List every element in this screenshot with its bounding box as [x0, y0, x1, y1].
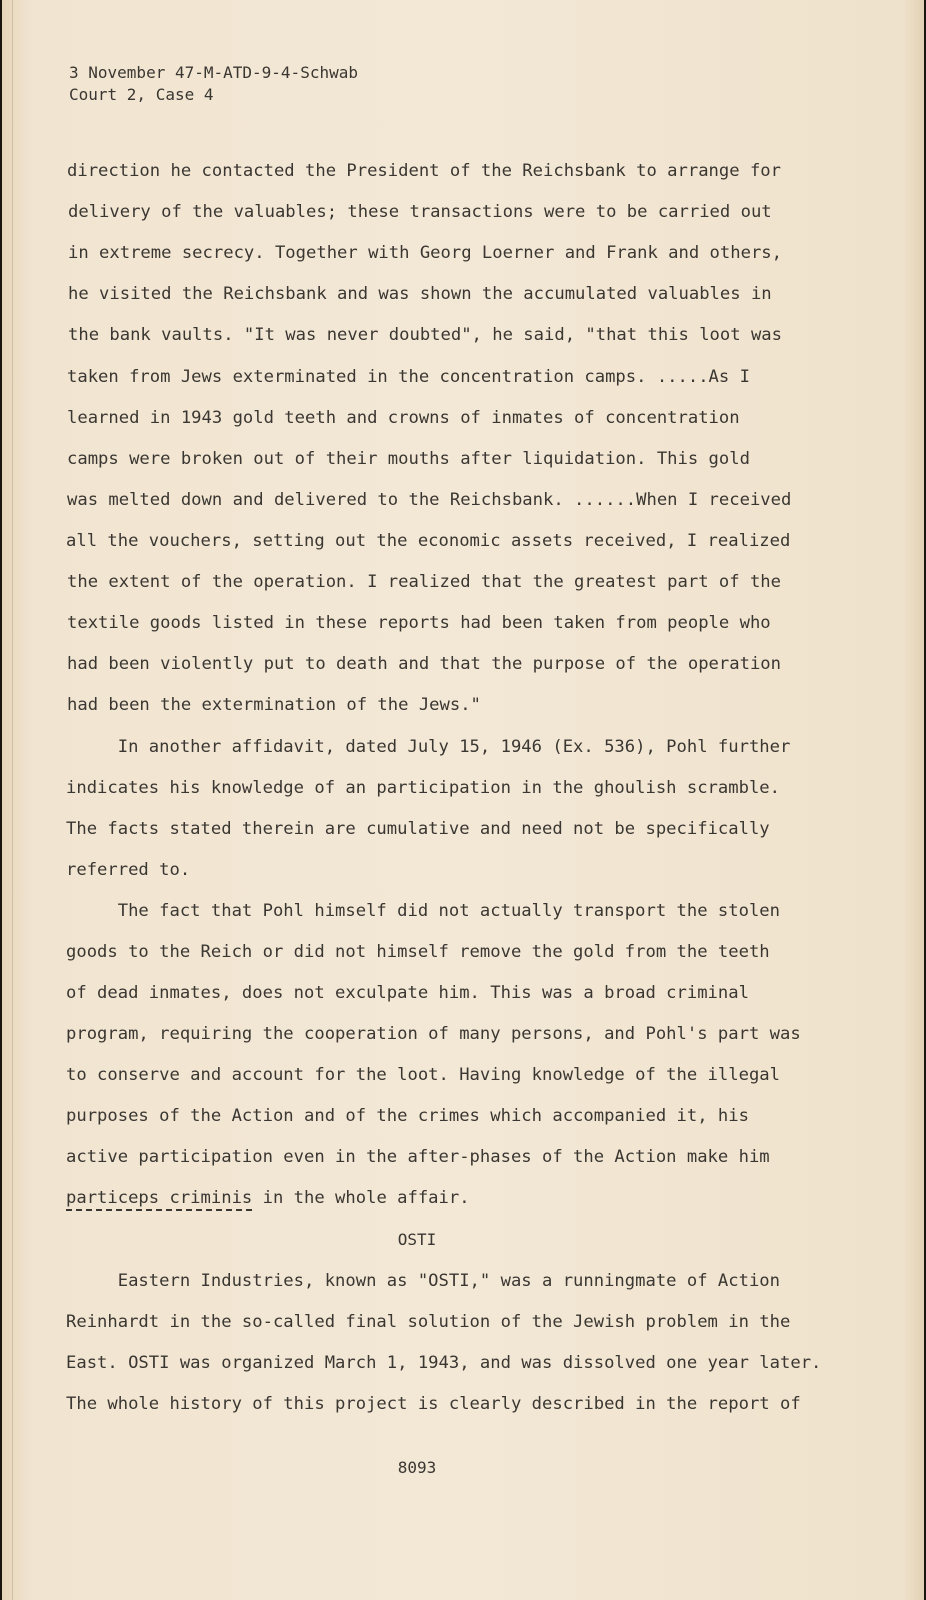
text-line: all the vouchers, setting out the economic assets received, I realized: [66, 531, 791, 551]
text-line: in extreme secrecy. Together with Georg Loerner and Frank and others,: [68, 243, 782, 263]
text-line: learned in 1943 gold teeth and crowns of inmates of concentration: [67, 408, 740, 428]
text-line: textile goods listed in these reports had been taken from people who: [67, 613, 771, 633]
section-heading: OSTI: [397, 1230, 437, 1249]
text-line: The fact that Pohl himself did not actually transport the stolen: [66, 901, 780, 921]
text-line: In another affidavit, dated July 15, 1946 (Ex. 536), Pohl further: [66, 737, 791, 757]
text-line-rest: in the whole affair.: [252, 1188, 470, 1208]
text-line: was melted down and delivered to the Reichsbank. ......When I received: [67, 490, 792, 510]
text-line: the bank vaults. "It was never doubted", he said, "that this loot was: [68, 325, 782, 345]
text-line: direction he contacted the President of the Reichsbank to arrange for: [67, 161, 781, 181]
text-line: East. OSTI was organized March 1, 1943, and was dissolved one year later.: [66, 1353, 822, 1373]
text-line: active participation even in the after-phases of the Action make him: [66, 1147, 770, 1167]
header-case-reference: 3 November 47-M-ATD-9-4-Schwab: [69, 63, 358, 82]
latin-phrase-underlined: particeps criminis: [66, 1188, 253, 1208]
text-line: taken from Jews exterminated in the concentration camps. .....As I: [67, 367, 750, 387]
text-line: [66, 1187, 470, 1209]
text-line: Eastern Industries, known as "OSTI," was a runningmate of Action: [66, 1271, 780, 1291]
text-line: Reinhardt in the so-called final solution of the Jewish problem in the: [66, 1312, 791, 1332]
text-line: camps were broken out of their mouths after liquidation. This gold: [67, 449, 750, 469]
text-line: goods to the Reich or did not himself remove the gold from the teeth: [66, 942, 770, 962]
document-page: [2, 0, 924, 1600]
text-line: The facts stated therein are cumulative and need not be specifically: [66, 819, 770, 839]
text-line: to conserve and account for the loot. Having knowledge of the illegal: [66, 1065, 780, 1085]
page-number: 8093: [397, 1458, 437, 1477]
text-line: had been the extermination of the Jews.": [67, 695, 481, 715]
text-line: program, requiring the cooperation of many persons, and Pohl's part was: [66, 1024, 801, 1044]
text-line: referred to.: [66, 860, 191, 880]
text-line: he visited the Reichsbank and was shown the accumulated valuables in: [68, 284, 772, 304]
text-line: had been violently put to death and that the purpose of the operation: [67, 654, 781, 674]
document-header: [69, 62, 358, 106]
text-line: of dead inmates, does not exculpate him. This was a broad criminal: [66, 983, 749, 1003]
text-line: delivery of the valuables; these transactions were to be carried out: [68, 202, 772, 222]
header-court: Court 2, Case 4: [69, 85, 214, 104]
text-line: purposes of the Action and of the crimes which accompanied it, his: [66, 1106, 749, 1126]
text-line: The whole history of this project is clearly described in the report of: [66, 1394, 801, 1414]
text-line: indicates his knowledge of an participation in the ghoulish scramble.: [66, 778, 780, 798]
text-line: the extent of the operation. I realized that the greatest part of the: [67, 572, 781, 592]
